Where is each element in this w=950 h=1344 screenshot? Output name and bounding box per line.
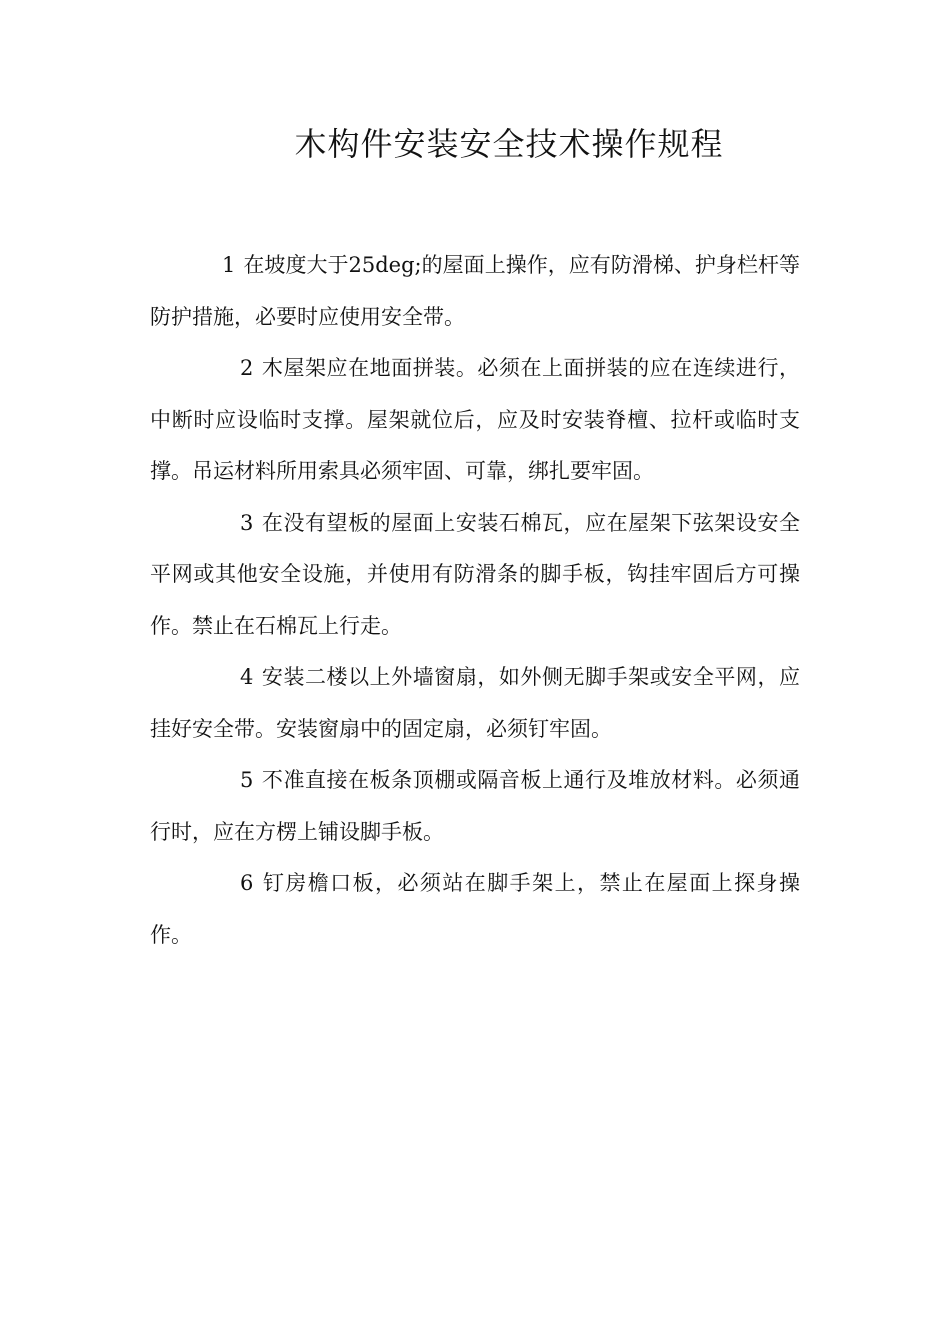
document-body [150, 240, 800, 961]
paragraph-2 [150, 343, 800, 498]
document-title: 木构件安装安全技术操作规程 [294, 125, 724, 163]
item-text: 在没有望板的屋面上安装石棉瓦，应在屋架下弦架设安全平网或其他安全设施，并使用有防滑条的脚手板，钩挂牢固后方可操作。禁止在石棉瓦上行走。 [150, 510, 800, 638]
paragraph-6 [150, 858, 800, 961]
item-text: 木屋架应在地面拼装。必须在上面拼装的应在连续进行，中断时应设临时支撑。屋架就位后，应及时安装脊檀、拉杆或临时支撑。吊运材料所用索具必须牢固、可靠，绑扎要牢固。 [150, 356, 800, 483]
item-number: 1 [222, 253, 236, 277]
paragraph-5 [150, 755, 800, 858]
item-text: 在坡度大于25deg;的屋面上操作，应有防滑梯、护身栏杆等防护措施，必要时应使用安全带。 [150, 253, 800, 329]
item-text: 安装二楼以上外墙窗扇，如外侧无脚手架或安全平网，应挂好安全带。安装窗扇中的固定扇，必须钉牢固。 [150, 665, 800, 741]
item-number: 4 [240, 665, 254, 689]
item-number: 2 [240, 356, 254, 380]
item-number: 6 [240, 871, 254, 895]
paragraph-3 [150, 498, 800, 653]
paragraph-4 [150, 652, 800, 755]
title-container [0, 122, 950, 166]
item-text: 钉房檐口板，必须站在脚手架上，禁止在屋面上探身操作。 [150, 871, 800, 947]
item-text: 不准直接在板条顶棚或隔音板上通行及堆放材料。必须通行时，应在方楞上铺设脚手板。 [150, 768, 800, 844]
item-number: 5 [240, 768, 254, 792]
paragraph-1 [150, 240, 800, 343]
item-number: 3 [240, 510, 254, 535]
